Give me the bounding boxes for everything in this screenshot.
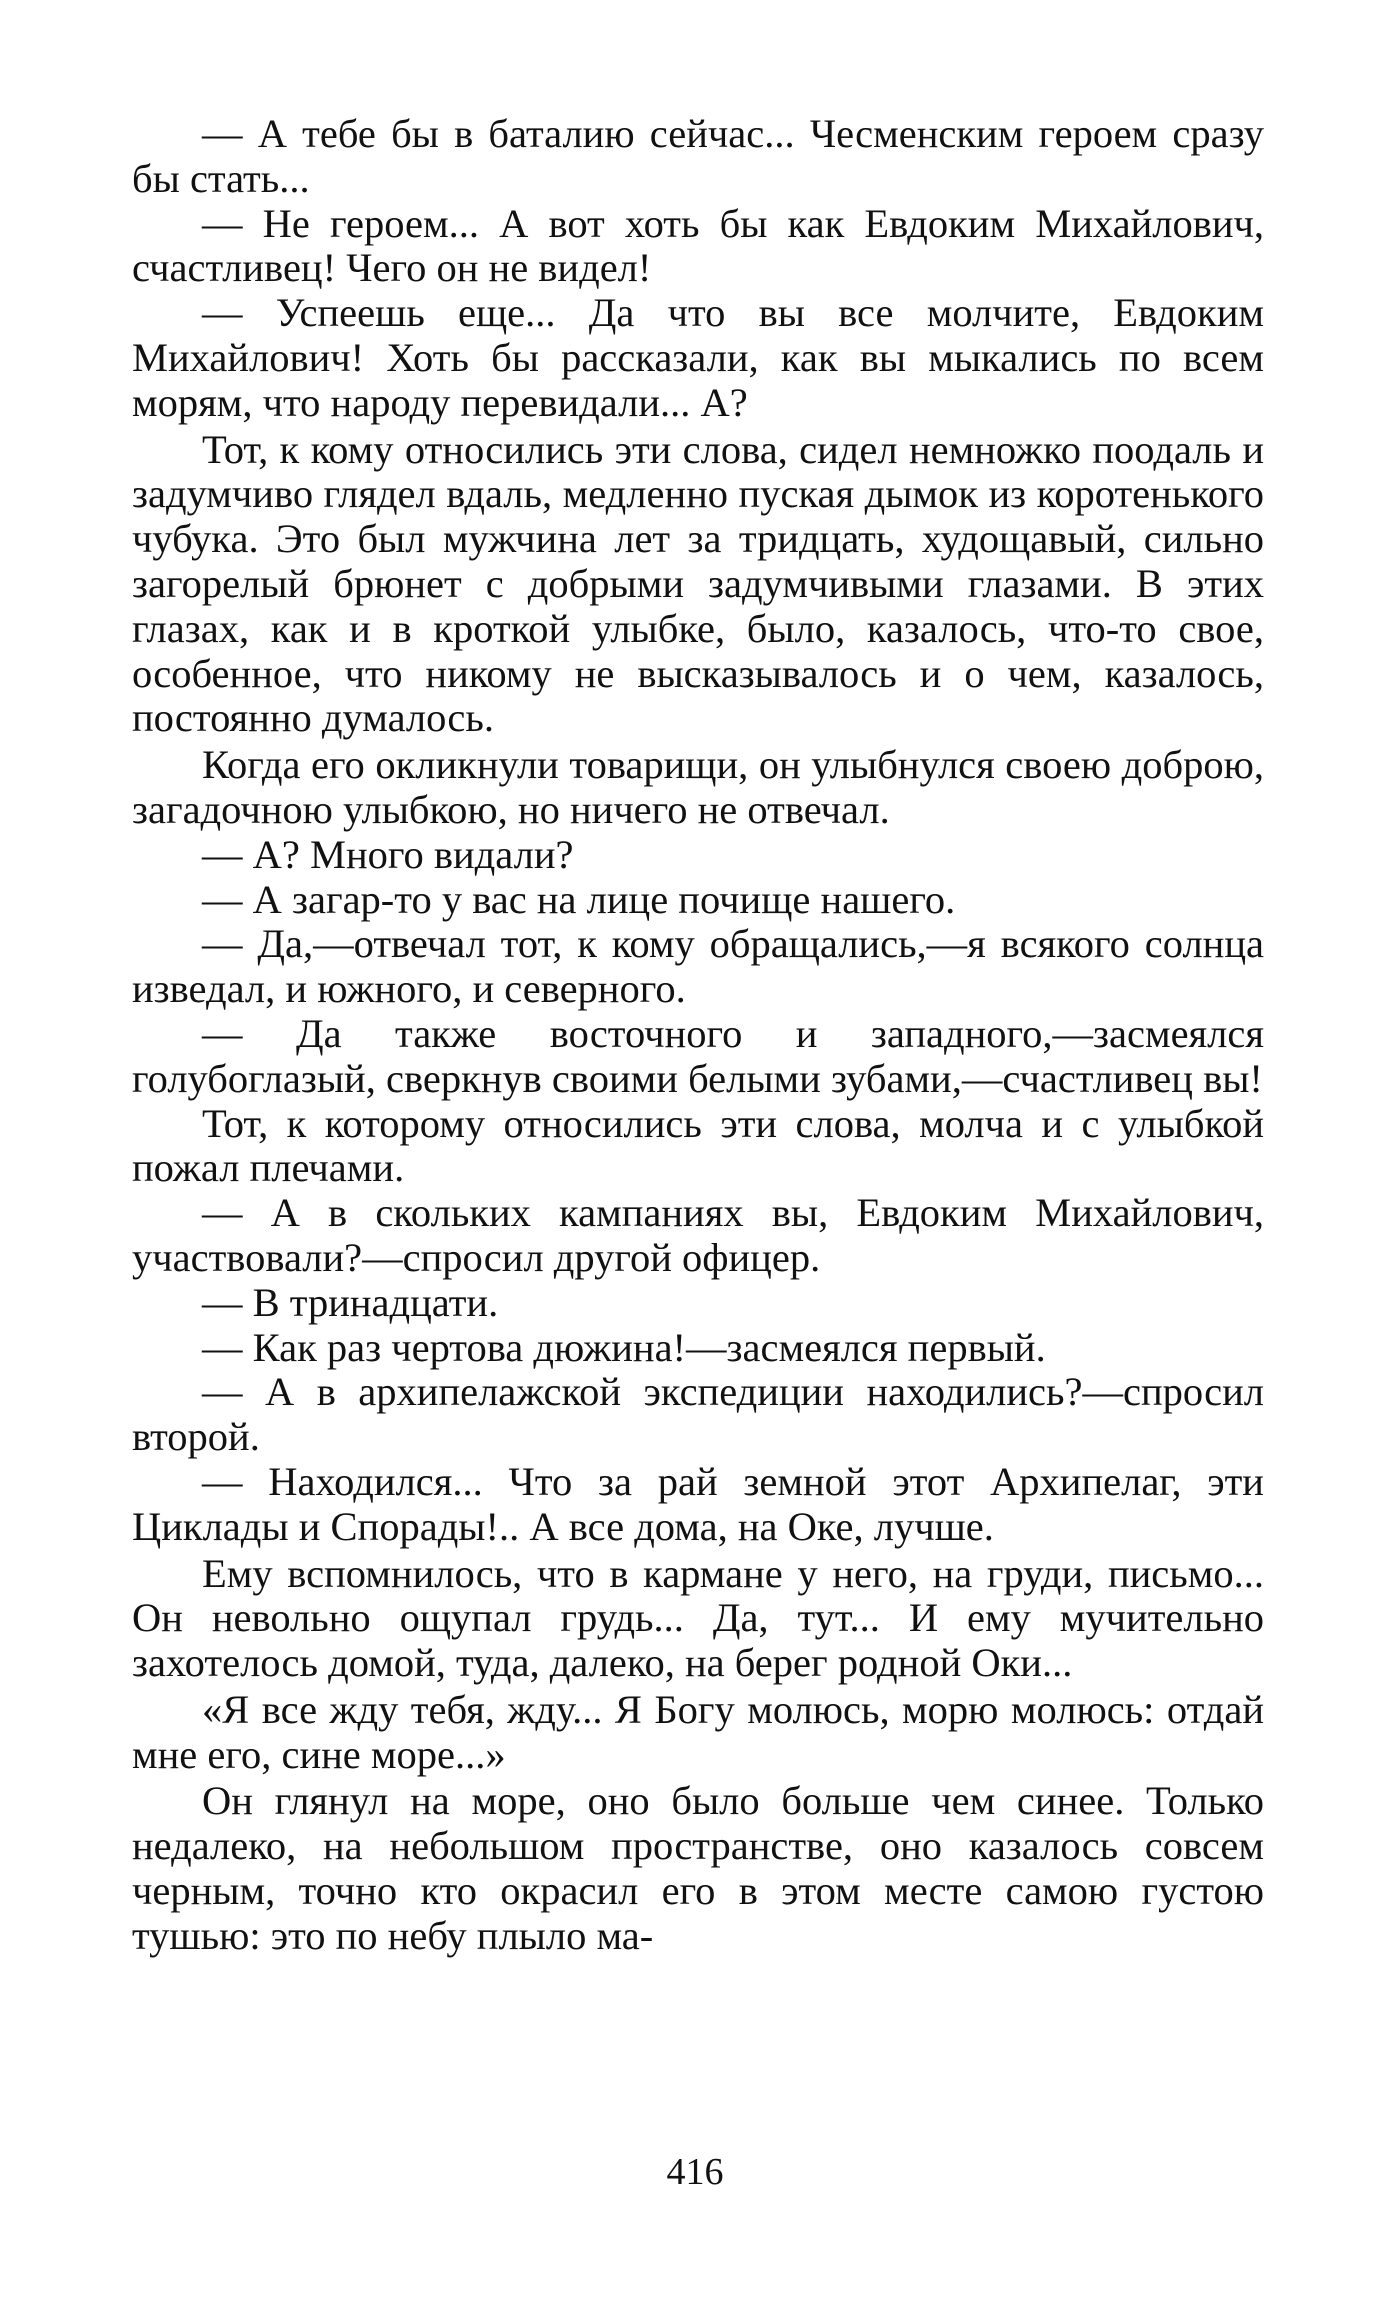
paragraph: Тот, к кому относились эти слова, сидел немножко поодаль и задумчиво глядел вдаль, медленно пуская дымок из коротенького чубука. Это был мужчина лет за тридцать, худощавый, сильно загорелый брюнет с добрыми задумчивыми глазами. В этих глазах, как и в кроткой улыбке, было, казалось, что-то свое, особенное, что никому не высказывалось и о чем, казалось, постоянно думалось.: [132, 426, 1264, 741]
paragraph: — А в скольких кампаниях вы, Евдоким Михайлович, участвовали?—спросил другой офицер.: [132, 1190, 1264, 1280]
paragraph: — Как раз чертова дюжина!—засмеялся первый.: [202, 1324, 1046, 1370]
paragraph: — Да также восточного и западного,—засмеялся голубоглазый, сверкнув своими белыми зубами,—счастливец вы!: [132, 1010, 1264, 1101]
paragraph: — А? Много видали?: [202, 831, 574, 877]
paragraph: — А загар-то у вас на лице почище нашего.: [202, 876, 956, 922]
paragraph: Когда его окликнули товарищи, он улыбнулся своею доброю, загадочною улыбкою, но ничего не отвечал.: [132, 742, 1264, 832]
page-number: 416: [666, 2151, 724, 2193]
paragraph: — Находился... Что за рай земной этот Архипелаг, эти Циклады и Спорады!.. А все дома, на Оке, лучше.: [132, 1458, 1264, 1549]
paragraph: Тот, к которому относились эти слова, молча и с улыбкой пожал плечами.: [132, 1100, 1264, 1191]
paragraph: — Успеешь еще... Да что вы все молчите, Евдоким Михайлович! Хоть бы рассказали, как вы мыкались по всем морям, что народу перевидали... А?: [132, 290, 1264, 425]
paragraph: — А тебе бы в баталию сейчас... Чесменским героем сразу бы стать...: [132, 111, 1264, 201]
paragraph: — Да,—отвечал тот, к кому обращались,—я всякого солнца изведал, и южного, и северного.: [132, 921, 1264, 1012]
paragraph: — В тринадцати.: [202, 1279, 499, 1325]
paragraph: — Не героем... А вот хоть бы как Евдоким Михайлович, счастливец! Чего он не видел!: [132, 200, 1264, 291]
paragraph: Он глянул на море, оно было больше чем синее. Только недалеко, на небольшом пространстве, оно казалось совсем черным, точно кто окрасил его в этом месте самою густою тушью: это по небу плыло ма-: [132, 1778, 1264, 1958]
paragraph: «Я все жду тебя, жду... Я Богу молюсь, морю молюсь: отдай мне его, сине море...»: [132, 1686, 1264, 1777]
page-body: [132, 112, 1264, 1959]
paragraph: — А в архипелажской экспедиции находились?—спросил второй.: [132, 1369, 1264, 1460]
paragraph: Ему вспомнилось, что в кармане у него, на груди, письмо... Он невольно ощупал грудь... Да, тут... И ему мучительно захотелось домой, туда, далеко, на берег родной Оки...: [132, 1550, 1264, 1686]
